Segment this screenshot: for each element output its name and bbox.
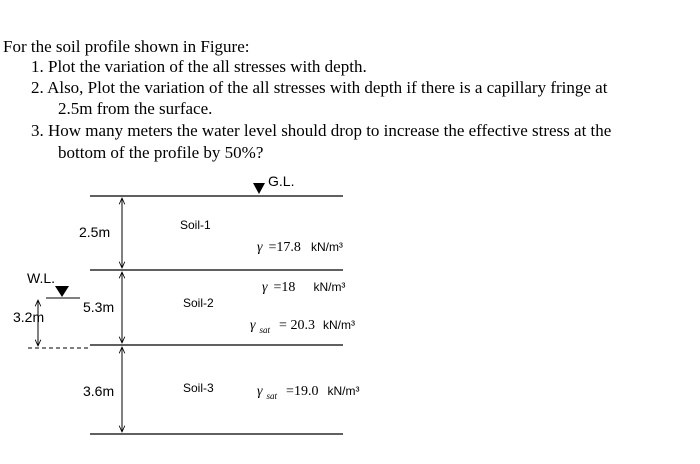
unit-weight-unit: kN/m³ — [310, 240, 343, 254]
water-level-triangle-icon — [55, 286, 69, 297]
unit-weight-value: =19.0 — [286, 384, 319, 399]
gamma-symbol: γ — [250, 318, 256, 333]
ground-level-label: G.L. — [268, 173, 295, 189]
unit-weight-value: = 20.3 — [279, 318, 315, 333]
saturated-subscript: sat — [259, 325, 271, 335]
question-text: Plot the variation of the all stresses with depth. — [48, 57, 367, 76]
gamma-symbol: γ — [257, 240, 263, 255]
unit-weight-value: =18 — [273, 280, 296, 295]
question-number: 2. — [31, 78, 44, 97]
gamma-symbol: γ — [262, 280, 268, 295]
question-3-continuation: bottom of the profile by 50%? — [58, 143, 264, 162]
soil-2-unit-weight — [262, 278, 345, 295]
soil-1-unit-weight — [257, 238, 343, 255]
soil-1-thickness: 2.5m — [79, 224, 111, 240]
unit-weight-unit: kN/m³ — [327, 384, 360, 398]
question-text: Also, Plot the variation of the all stresses with depth if there is a capillary fringe at — [47, 78, 608, 97]
unit-weight-unit: kN/m³ — [313, 280, 346, 294]
saturated-subscript: sat — [266, 391, 278, 401]
gamma-symbol: γ — [257, 384, 263, 399]
question-2-continuation: 2.5m from the surface. — [58, 99, 213, 118]
question-number: 3. — [31, 121, 44, 140]
water-depth-label: 3.2m — [13, 309, 45, 325]
water-level-label: W.L. — [27, 270, 56, 286]
soil-3-thickness: 3.6m — [83, 383, 115, 399]
question-number: 1. — [31, 57, 44, 76]
unit-weight-value: =17.8 — [268, 240, 301, 255]
problem-intro: For the soil profile shown in Figure: — [3, 37, 250, 56]
soil-2-thickness: 5.3m — [83, 299, 115, 315]
soil-1-name: Soil-1 — [180, 218, 211, 232]
unit-weight-unit: kN/m³ — [322, 318, 355, 332]
soil-2-saturated-unit-weight — [250, 316, 355, 337]
soil-2-name: Soil-2 — [183, 296, 214, 310]
soil-3-name: Soil-3 — [183, 381, 214, 395]
question-text: How many meters the water level should drop to increase the effective stress at the — [48, 121, 612, 140]
soil-3-saturated-unit-weight — [257, 382, 359, 403]
ground-level-triangle-icon — [253, 183, 265, 194]
